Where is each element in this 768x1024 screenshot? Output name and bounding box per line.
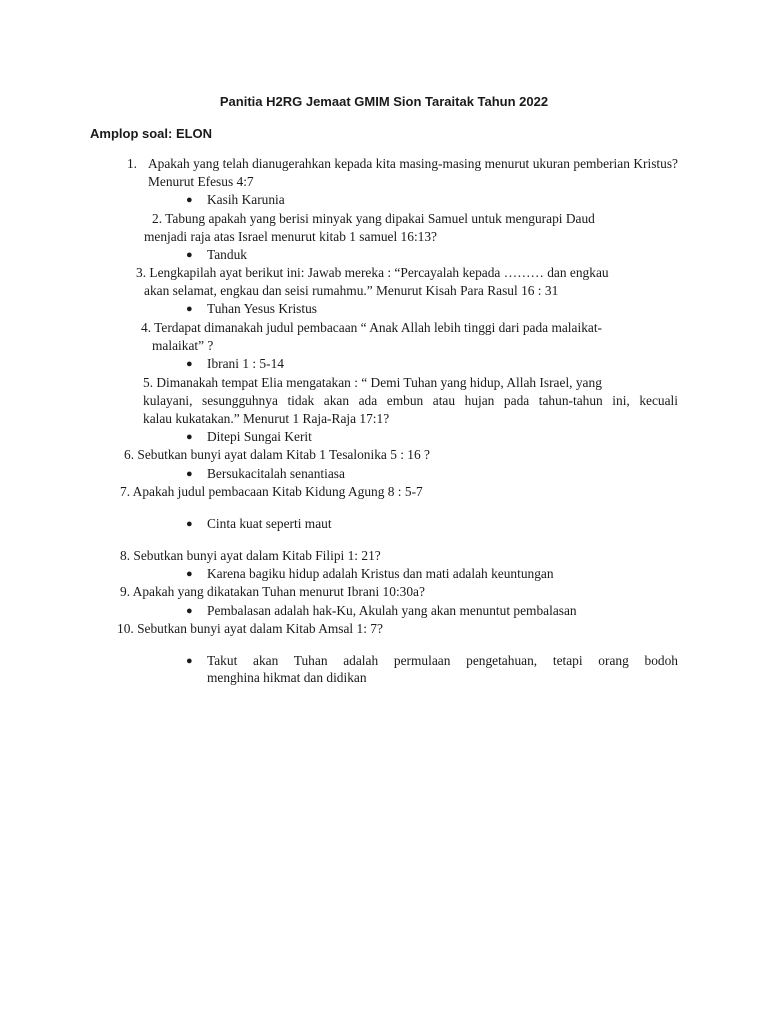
- bullet-icon: ●: [186, 518, 193, 530]
- q4-line1: 4. Terdapat dimanakah judul pembacaan “ Anak Allah lebih tinggi dari pada malaikat-: [141, 320, 603, 335]
- bullet-icon: ●: [186, 431, 193, 443]
- q3-line1: 3. Lengkapilah ayat berikut ini: Jawab mereka : “Percayalah kepada ……… dan engkau: [136, 265, 609, 280]
- q1-text: Apakah yang telah dianugerahkan kepada kita masing-masing menurut ukuran pemberian Kristus? Menurut Efesus 4:7: [148, 156, 678, 189]
- bullet-icon: ●: [186, 568, 193, 580]
- q8-answer: Karena bagiku hidup adalah Kristus dan mati adalah keuntungan: [207, 566, 554, 581]
- q6-text: 6. Sebutkan bunyi ayat dalam Kitab 1 Tesalonika 5 : 16 ?: [124, 447, 430, 462]
- q4-line2: malaikat” ?: [152, 338, 214, 353]
- q9-answer: Pembalasan adalah hak-Ku, Akulah yang akan menuntut pembalasan: [207, 603, 577, 618]
- bullet-icon: ●: [186, 468, 193, 480]
- bullet-icon: ●: [186, 249, 193, 261]
- q2-line2: menjadi raja atas Israel menurut kitab 1 samuel 16:13?: [144, 229, 438, 244]
- q2-line1: 2. Tabung apakah yang berisi minyak yang dipakai Samuel untuk mengurapi Daud: [152, 211, 595, 226]
- q8-text: 8. Sebutkan bunyi ayat dalam Kitab Filipi 1: 21?: [120, 548, 381, 563]
- q7-answer: Cinta kuat seperti maut: [207, 516, 332, 531]
- q1-number: 1.: [126, 156, 137, 171]
- q10-answer-line2: menghina hikmat dan didikan: [207, 670, 367, 685]
- q5-line3: kalau kukatakan.” Menurut 1 Raja-Raja 17:1?: [143, 411, 390, 426]
- q5-answer: Ditepi Sungai Kerit: [207, 429, 312, 444]
- q7-text: 7. Apakah judul pembacaan Kitab Kidung Agung 8 : 5-7: [120, 484, 423, 499]
- bullet-icon: ●: [186, 194, 193, 206]
- bullet-icon: ●: [186, 358, 193, 370]
- q2-answer: Tanduk: [207, 247, 247, 262]
- document-title: Panitia H2RG Jemaat GMIM Sion Taraitak Tahun 2022: [219, 94, 549, 109]
- q4-answer: Ibrani 1 : 5-14: [207, 356, 284, 371]
- q10-answer-line1: Takut akan Tuhan adalah permulaan pengetahuan, tetapi orang bodoh: [207, 653, 678, 668]
- q1-answer: Kasih Karunia: [207, 192, 285, 207]
- bullet-icon: ●: [186, 655, 193, 667]
- bullet-icon: ●: [186, 605, 193, 617]
- q5-line1: 5. Dimanakah tempat Elia mengatakan : “ Demi Tuhan yang hidup, Allah Israel, yang: [143, 375, 602, 390]
- q10-text: 10. Sebutkan bunyi ayat dalam Kitab Amsal 1: 7?: [117, 621, 383, 636]
- q9-text: 9. Apakah yang dikatakan Tuhan menurut Ibrani 10:30a?: [120, 584, 425, 599]
- q5-line2: kulayani, sesungguhnya tidak akan ada embun atau hujan pada tahun-tahun ini, kecuali: [143, 393, 678, 408]
- q3-line2: akan selamat, engkau dan seisi rumahmu.” Menurut Kisah Para Rasul 16 : 31: [144, 283, 559, 298]
- q3-answer: Tuhan Yesus Kristus: [207, 301, 318, 316]
- envelope-label: Amplop soal: ELON: [90, 126, 213, 141]
- q6-answer: Bersukacitalah senantiasa: [207, 466, 345, 481]
- bullet-icon: ●: [186, 303, 193, 315]
